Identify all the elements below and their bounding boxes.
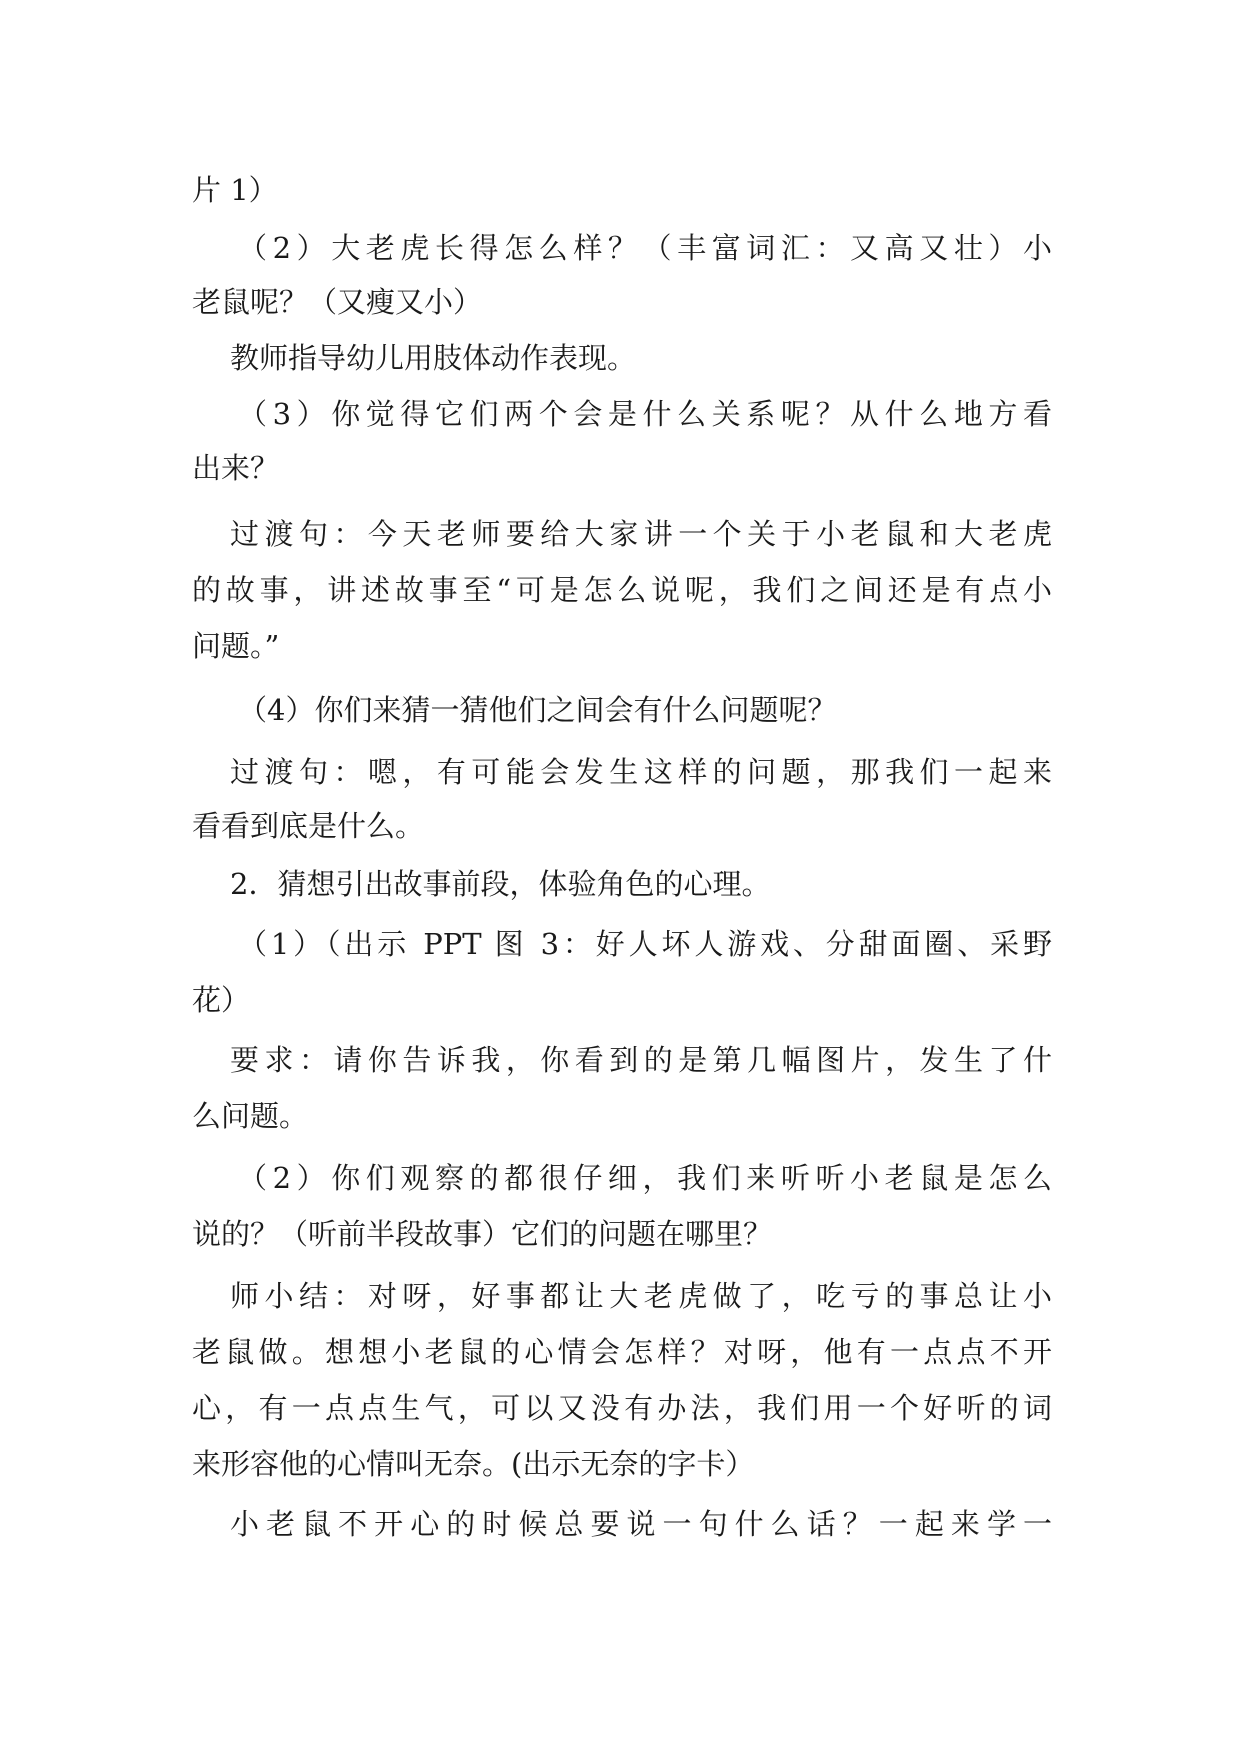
text-line-18: （2）你们观察的都很仔细，我们来听听小老鼠是怎么 — [238, 1161, 1052, 1195]
text-line-1: 片 1） — [192, 173, 278, 207]
text-line-22: 心，有一点点生气，可以又没有办法，我们用一个好听的词 — [192, 1391, 1052, 1425]
text-line-8: 的故事，讲述故事至“可是怎么说呢，我们之间还是有点小 — [192, 573, 1052, 607]
text-line-15: 花） — [192, 983, 251, 1017]
text-line-2: （2）大老虎长得怎么样？（丰富词汇：又高又壮）小 — [238, 231, 1052, 265]
text-line-23: 来形容他的心情叫无奈。(出示无奈的字卡） — [192, 1447, 755, 1481]
text-line-4: 教师指导幼儿用肢体动作表现。 — [230, 341, 637, 375]
text-line-10: （4）你们来猜一猜他们之间会有什么问题呢？ — [238, 693, 837, 727]
text-line-12: 看看到底是什么。 — [192, 809, 425, 843]
text-line-6: 出来？ — [192, 451, 280, 485]
text-line-13: 2．猜想引出故事前段，体验角色的心理。 — [230, 867, 771, 901]
text-line-17: 么问题。 — [192, 1099, 309, 1133]
text-line-7: 过渡句：今天老师要给大家讲一个关于小老鼠和大老虎 — [230, 517, 1052, 551]
text-line-11: 过渡句：嗯，有可能会发生这样的问题，那我们一起来 — [230, 755, 1052, 789]
text-line-24: 小老鼠不开心的时候总要说一句什么话？一起来学一 — [230, 1507, 1052, 1541]
text-line-14: （1）（出示 PPT 图 3：好人坏人游戏、分甜面圈、采野 — [238, 927, 1052, 961]
text-line-5: （3）你觉得它们两个会是什么关系呢？从什么地方看 — [238, 397, 1052, 431]
text-line-3: 老鼠呢？（又瘦又小） — [192, 285, 483, 319]
text-line-9: 问题。” — [192, 629, 280, 663]
text-line-20: 师小结：对呀，好事都让大老虎做了，吃亏的事总让小 — [230, 1279, 1052, 1313]
text-line-16: 要求：请你告诉我，你看到的是第几幅图片，发生了什 — [230, 1043, 1052, 1077]
text-line-21: 老鼠做。想想小老鼠的心情会怎样？对呀，他有一点点不开 — [192, 1335, 1052, 1369]
text-line-19: 说的？（听前半段故事）它们的问题在哪里？ — [192, 1217, 773, 1251]
